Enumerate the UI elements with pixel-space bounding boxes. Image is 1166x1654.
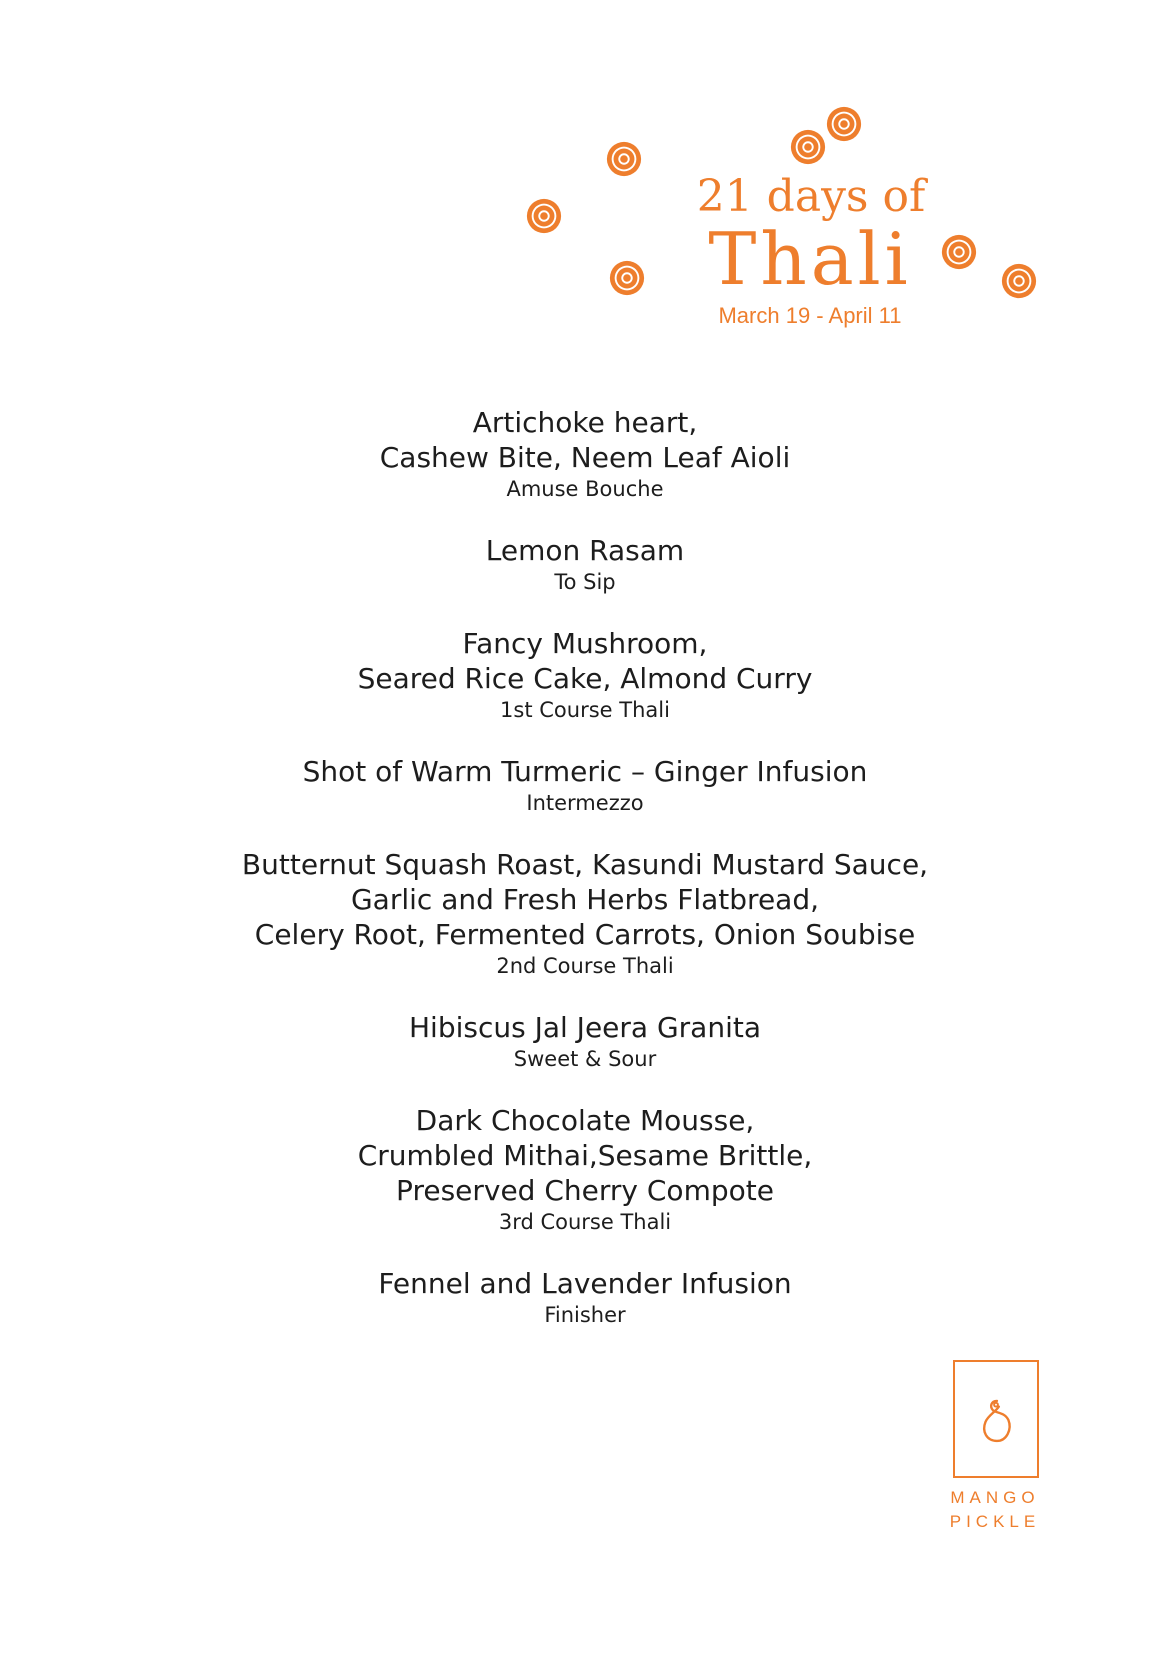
logo-text-line-2: PICKLE [949,1512,1041,1531]
menu-header [540,115,1040,335]
course-label: To Sip [554,570,616,594]
dish-line: Dark Chocolate Mousse, [415,1104,755,1137]
title-line-1: 21 days of [696,171,926,222]
course-label: 1st Course Thali [500,698,670,722]
marigold-flower-icon [825,105,863,143]
course-item [130,1103,1040,1236]
marigold-flower-icon [1000,262,1038,300]
logo-text-line-1: MANGO [950,1488,1040,1507]
mango-pickle-logo [945,1360,1040,1530]
course-item [130,754,1040,817]
event-dates: March 19 - April 11 [718,303,902,328]
course-item [130,847,1040,980]
course-item [130,1266,1040,1329]
dish-line: Fancy Mushroom, [462,627,708,660]
dish-line: Hibiscus Jal Jeera Granita [408,1011,761,1044]
dish-line: Fennel and Lavender Infusion [378,1267,792,1300]
dish-line: Preserved Cherry Compote [396,1174,774,1207]
marigold-flower-icon [525,197,563,235]
dish-line: Lemon Rasam [485,534,685,567]
dish-line: Seared Rice Cake, Almond Curry [357,662,813,695]
course-item [130,533,1040,596]
marigold-flower-icon [608,259,646,297]
menu-courses [130,405,1040,1359]
course-item [130,405,1040,503]
dish-line: Artichoke heart, [472,406,698,439]
dish-line: Celery Root, Fermented Carrots, Onion Soubise [254,918,916,951]
title-line-2: Thali [708,217,912,301]
dish-line: Butternut Squash Roast, Kasundi Mustard Sauce, [241,848,929,881]
course-item [130,626,1040,724]
dish-line: Crumbled Mithai,Sesame Brittle, [357,1139,813,1172]
dish-line: Cashew Bite, Neem Leaf Aioli [379,441,791,474]
course-label: Amuse Bouche [506,477,664,501]
course-label: Sweet & Sour [513,1047,657,1071]
course-label: Finisher [544,1303,626,1327]
marigold-flower-icon [789,128,827,166]
dish-line: Garlic and Fresh Herbs Flatbread, [350,883,820,916]
marigold-flower-icon [605,140,643,178]
mango-pickle-logo-icon [953,1360,1039,1478]
marigold-flower-icon [940,233,978,271]
course-label: 2nd Course Thali [496,954,674,978]
dish-line: Shot of Warm Turmeric – Ginger Infusion [302,755,868,788]
course-item [130,1010,1040,1073]
course-label: 3rd Course Thali [498,1210,672,1234]
course-label: Intermezzo [526,791,644,815]
